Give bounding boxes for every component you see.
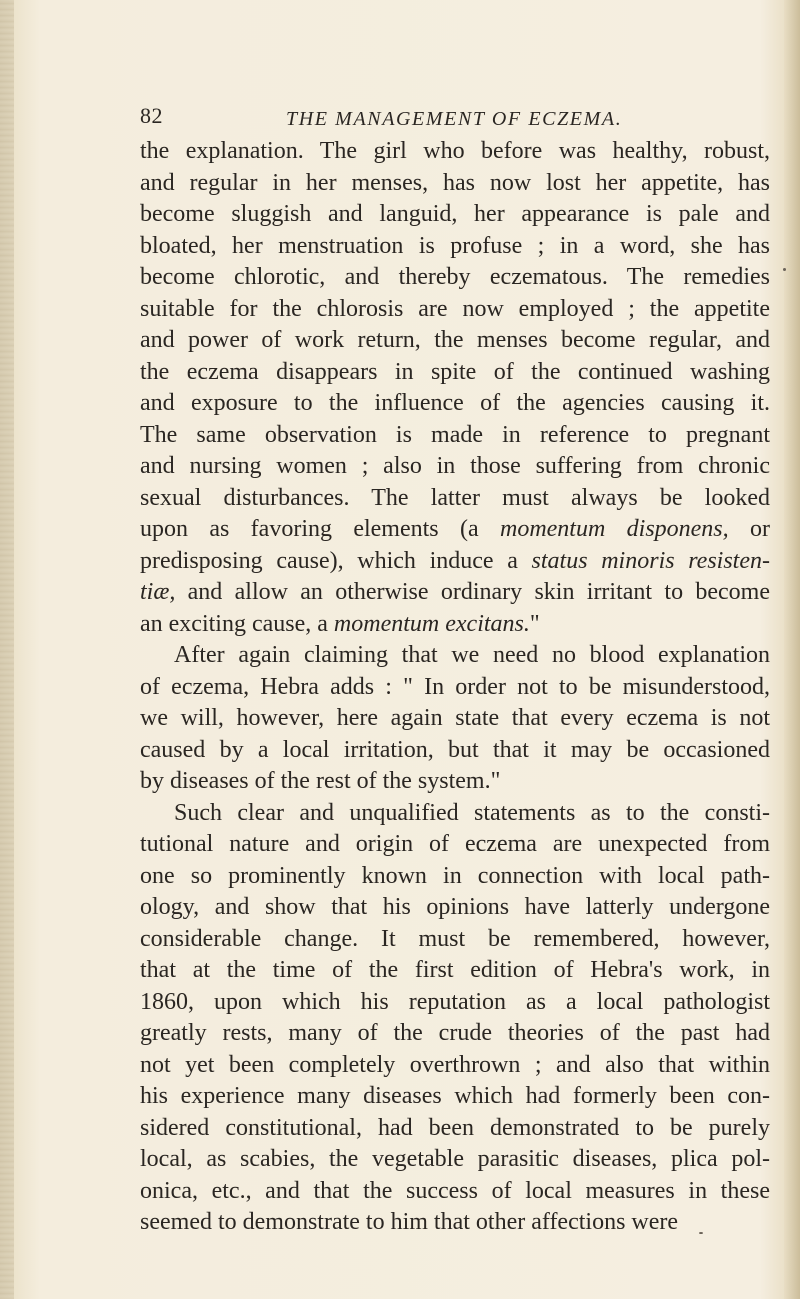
text-line: caused by a local irritation, but that it may be occasioned bbox=[140, 736, 770, 763]
text-line: become chlorotic, and thereby eczematous. The remedies bbox=[140, 264, 770, 290]
text-line: and nursing women ; also in those suffering from chronic bbox=[140, 453, 770, 479]
text-line: not yet been completely overthrown ; and also that within bbox=[140, 1051, 770, 1078]
latin-term: status minoris resisten- bbox=[531, 547, 770, 574]
paragraph-start-line: Such clear and unqualified statements as to the consti- bbox=[174, 799, 770, 826]
text-line: local, as scabies, the vegetable parasitic diseases, plica pol- bbox=[140, 1146, 770, 1172]
latin-term: momentum excitans. bbox=[333, 610, 530, 637]
text-line: greatly rests, many of the crude theories of the past had bbox=[140, 1020, 770, 1046]
text-line bbox=[140, 514, 770, 546]
text-line: we will, however, here again state that every eczema is not bbox=[140, 705, 770, 731]
body-text bbox=[140, 136, 770, 1239]
text-line: one so prominently known in connection with local path- bbox=[140, 862, 770, 889]
text-line bbox=[140, 546, 770, 578]
text-segment: upon as favoring elements (a bbox=[140, 516, 500, 542]
text-line bbox=[140, 609, 770, 641]
paper-speck bbox=[783, 268, 786, 271]
paragraph-start-line: After again claiming that we need no blood explanation bbox=[174, 642, 770, 668]
text-line: and regular in her menses, has now lost her appetite, has bbox=[140, 169, 770, 196]
text-segment: an exciting cause, a bbox=[140, 610, 334, 637]
text-line: sidered constitutional, had been demonstrated to be purely bbox=[140, 1114, 770, 1141]
text-line: ology, and show that his opinions have latterly undergone bbox=[140, 894, 770, 920]
text-line: seemed to demonstrate to him that other affections were bbox=[140, 1209, 679, 1235]
text-line: that at the time of the first edition of Hebra's work, in bbox=[140, 957, 770, 983]
text-segment: " bbox=[529, 610, 540, 637]
text-line: sexual disturbances. The latter must always be looked bbox=[140, 484, 770, 511]
text-line: the explanation. The girl who before was healthy, robust, bbox=[140, 138, 770, 164]
text-line: 1860, upon which his reputation as a local pathologist bbox=[140, 988, 770, 1015]
text-line: become sluggish and languid, her appearance is pale and bbox=[140, 201, 770, 227]
text-segment: and allow an otherwise ordinary skin irritant to become bbox=[175, 579, 770, 605]
text-line bbox=[140, 577, 770, 609]
text-line: suitable for the chlorosis are now employed ; the appetite bbox=[140, 295, 770, 322]
text-line: and power of work return, the menses become regular, and bbox=[140, 327, 770, 353]
text-line: by diseases of the rest of the system." bbox=[140, 768, 501, 794]
paper-speck bbox=[699, 1232, 703, 1234]
text-line: tutional nature and origin of eczema are unexpected from bbox=[140, 831, 770, 857]
latin-term: tiæ, bbox=[140, 579, 176, 605]
text-line: the eczema disappears in spite of the continued washing bbox=[140, 358, 770, 385]
page-outer-edge bbox=[784, 0, 800, 1299]
text-segment: predisposing cause), which induce a bbox=[140, 547, 532, 574]
text-line: bloated, her menstruation is profuse ; in a word, she has bbox=[140, 232, 770, 259]
page-binding-edge bbox=[0, 0, 14, 1299]
latin-term: momentum disponens, bbox=[499, 516, 729, 542]
text-line: The same observation is made in reference to pregnant bbox=[140, 421, 770, 448]
text-line: and exposure to the influence of the agencies causing it. bbox=[140, 390, 770, 416]
page-number: 82 bbox=[140, 103, 163, 128]
running-head: THE MANAGEMENT OF ECZEMA. bbox=[286, 108, 623, 130]
text-segment: or bbox=[728, 516, 770, 542]
text-line: his experience many diseases which had formerly been con- bbox=[140, 1083, 770, 1109]
text-line: considerable change. It must be remembered, however, bbox=[140, 925, 770, 952]
text-line: onica, etc., and that the success of local measures in these bbox=[140, 1177, 770, 1204]
text-line: of eczema, Hebra adds : " In order not to be misunderstood, bbox=[140, 673, 770, 700]
